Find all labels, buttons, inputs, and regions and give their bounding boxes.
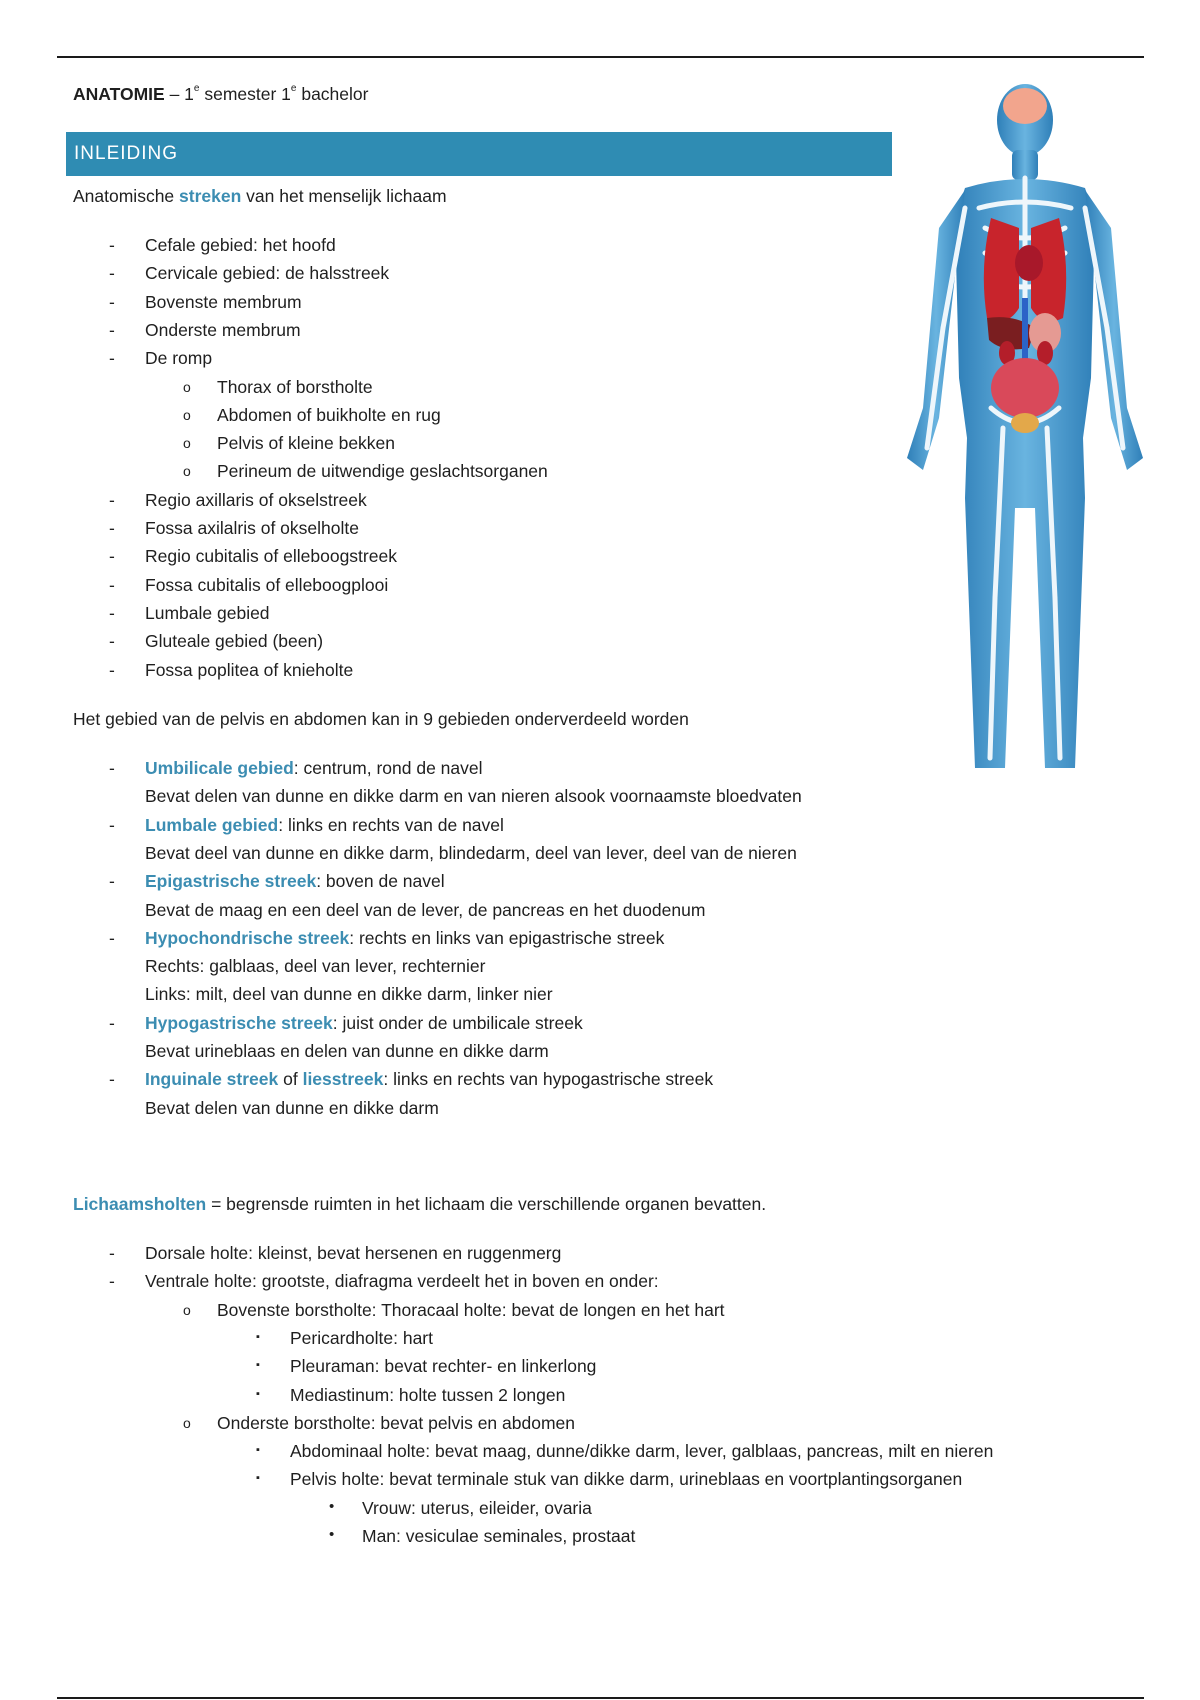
cavity-item: Dorsale holte: kleinst, bevat hersenen en ruggenmerg bbox=[145, 1243, 562, 1263]
sub-list-item: Thorax of borstholte bbox=[217, 376, 373, 397]
circle-bullet: o bbox=[183, 378, 191, 395]
top-rule bbox=[57, 56, 1144, 58]
dash-bullet: - bbox=[109, 927, 115, 948]
cavity-detail: Pelvis holte: bevat terminale stuk van dikke darm, urineblaas en voortplantingsorganen bbox=[290, 1469, 963, 1490]
sub-list-item: Abdomen of buikholte en rug bbox=[217, 404, 441, 425]
area-item: Hypochondrische streek: rechts en links van epigastrische streek bbox=[145, 927, 665, 948]
list-item: Regio axillaris of okselstreek bbox=[145, 489, 367, 510]
intro-paragraph: Anatomische streken van het menselijk lichaam bbox=[73, 186, 447, 206]
dash-bullet: - bbox=[109, 291, 115, 312]
area-item: Hypogastrische streek: juist onder de umbilicale streek bbox=[145, 1012, 583, 1033]
dash-bullet: - bbox=[109, 1271, 115, 1292]
list-item: Gluteale gebied (been) bbox=[145, 631, 324, 652]
cavity-detail: Pleuraman: bevat rechter- en linkerlong bbox=[290, 1356, 597, 1377]
dash-bullet: - bbox=[109, 263, 115, 284]
cavity-detail: Abdominaal holte: bevat maag, dunne/dikke darm, lever, galblaas, pancreas, milt en nieren bbox=[290, 1441, 994, 1462]
cavity-sub-item: Onderste borstholte: bevat pelvis en abdomen bbox=[217, 1412, 575, 1433]
dot-bullet: • bbox=[329, 1526, 335, 1543]
area-detail: Rechts: galblaas, deel van lever, rechternier bbox=[145, 956, 486, 977]
area-item: Umbilicale gebied: centrum, rond de navel bbox=[145, 758, 483, 778]
list-item: Cervicale gebied: de halsstreek bbox=[145, 263, 390, 284]
dot-bullet: • bbox=[329, 1497, 335, 1515]
cavity-detail: Pericardholte: hart bbox=[290, 1327, 433, 1348]
dash-bullet: - bbox=[109, 574, 115, 595]
square-bullet: ▪ bbox=[256, 1387, 260, 1400]
page-header: ANATOMIE – 1e semester 1e bachelor bbox=[73, 83, 369, 104]
area-detail: Links: milt, deel van dunne en dikke darm, linker nier bbox=[145, 984, 553, 1005]
square-bullet: ▪ bbox=[256, 1330, 260, 1343]
cavity-detail: Man: vesiculae seminales, prostaat bbox=[362, 1526, 636, 1546]
human-anatomy-figure bbox=[895, 78, 1165, 780]
area-item: Lumbale gebied: links en rechts van de navel bbox=[145, 814, 504, 835]
dash-bullet: - bbox=[109, 489, 115, 510]
section-title: INLEIDING bbox=[74, 143, 179, 164]
sub-list-item: Perineum de uitwendige geslachtsorganen bbox=[217, 461, 548, 482]
cavity-sub-item: Bovenste borstholte: Thoracaal holte: bevat de longen en het hart bbox=[217, 1299, 725, 1320]
sub-list-item: Pelvis of kleine bekken bbox=[217, 433, 396, 454]
list-item: Regio cubitalis of elleboogstreek bbox=[145, 546, 397, 567]
dash-bullet: - bbox=[109, 659, 115, 680]
area-detail: Bevat delen van dunne en dikke darm en van nieren alsook voornaamste bloedvaten bbox=[145, 786, 802, 807]
area-detail: Bevat deel van dunne en dikke darm, blindedarm, deel van lever, deel van de nieren bbox=[145, 842, 797, 863]
list-item: Onderste membrum bbox=[145, 319, 301, 340]
list-item: Lumbale gebied bbox=[145, 602, 270, 623]
section-banner bbox=[66, 132, 892, 176]
area-detail: Bevat urineblaas en delen van dunne en dikke darm bbox=[145, 1041, 549, 1061]
dash-bullet: - bbox=[109, 814, 115, 835]
dash-bullet: - bbox=[109, 1012, 115, 1033]
square-bullet: ▪ bbox=[256, 1444, 260, 1457]
cavity-item: Ventrale holte: grootste, diafragma verdeelt het in boven en onder: bbox=[145, 1271, 659, 1292]
pelvis-intro: Het gebied van de pelvis en abdomen kan in 9 gebieden onderverdeeld worden bbox=[73, 709, 689, 729]
circle-bullet: o bbox=[183, 435, 191, 452]
dash-bullet: - bbox=[109, 871, 115, 892]
dash-bullet: - bbox=[109, 348, 115, 369]
square-bullet: ▪ bbox=[256, 1359, 260, 1372]
dash-bullet: - bbox=[109, 758, 115, 778]
circle-bullet: o bbox=[183, 1301, 191, 1318]
course-title: ANATOMIE bbox=[73, 84, 165, 104]
list-item: Fossa axilalris of okselholte bbox=[145, 518, 359, 538]
circle-bullet: o bbox=[183, 406, 191, 423]
dash-bullet: - bbox=[109, 1243, 115, 1263]
dash-bullet: - bbox=[109, 631, 115, 652]
dash-bullet: - bbox=[109, 235, 115, 255]
area-item: Inguinale streek of liesstreek: links en rechts van hypogastrische streek bbox=[145, 1069, 714, 1090]
dash-bullet: - bbox=[109, 602, 115, 623]
cavity-detail: Mediastinum: holte tussen 2 longen bbox=[290, 1384, 566, 1405]
cavity-detail: Vrouw: uterus, eileider, ovaria bbox=[362, 1497, 592, 1518]
area-detail: Bevat delen van dunne en dikke darm bbox=[145, 1097, 439, 1118]
square-bullet: ▪ bbox=[256, 1472, 260, 1485]
dash-bullet: - bbox=[109, 319, 115, 340]
list-item: Cefale gebied: het hoofd bbox=[145, 235, 336, 255]
dash-bullet: - bbox=[109, 546, 115, 567]
circle-bullet: o bbox=[183, 463, 191, 480]
area-item: Epigastrische streek: boven de navel bbox=[145, 871, 445, 892]
list-item: Bovenste membrum bbox=[145, 291, 302, 312]
dash-bullet: - bbox=[109, 1069, 115, 1090]
dash-bullet: - bbox=[109, 518, 115, 538]
list-item: De romp bbox=[145, 348, 213, 369]
circle-bullet: o bbox=[183, 1414, 191, 1431]
bottom-rule bbox=[57, 1697, 1144, 1699]
list-item: Fossa cubitalis of elleboogplooi bbox=[145, 574, 389, 595]
area-detail: Bevat de maag en een deel van de lever, de pancreas en het duodenum bbox=[145, 899, 706, 920]
list-item: Fossa poplitea of knieholte bbox=[145, 659, 354, 680]
cavities-definition: Lichaamsholten = begrensde ruimten in het lichaam die verschillende organen bevatten. bbox=[73, 1194, 767, 1214]
